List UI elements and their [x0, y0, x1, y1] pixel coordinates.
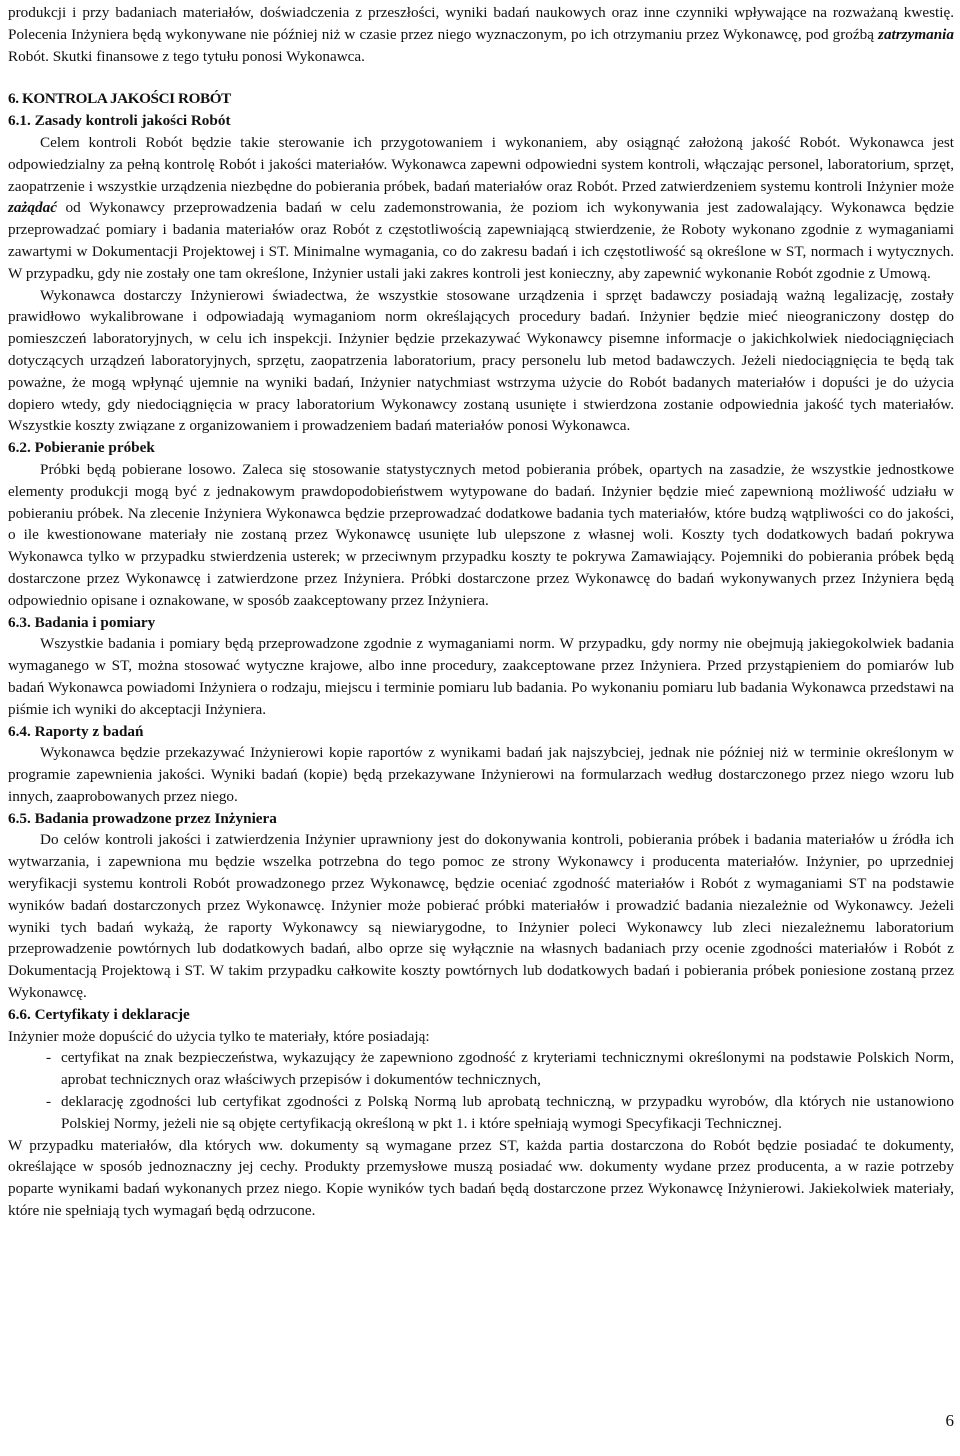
- s61-text-a: Celem kontroli Robót będzie takie sterowanie ich przygotowaniem i wykonaniem, aby osiągnąć założoną jakość Robót. Wykonawca jest odpowiedzialny za pełną kontrolę Robót i jakości materiałów. Wykonawca zapewni odpowiedni system kontroli, włączając personel, laboratorium, sprzęt, zaopatrzenie i wszystkie urządzenia niezbędne do pobierania próbek, badań materiałów oraz Robót. Przed zatwierdzeniem systemu kontroli Inżynier może: [8, 133, 954, 195]
- section-6-1-paragraph-1: [8, 132, 954, 285]
- s61-text-b: od Wykonawcy przeprowadzenia badań w celu zademonstrowania, że poziom ich wykonywania jest zadowalający. Wykonawca będzie przeprowadzać pomiary i badania materiałów oraz Robót z częstotliwością zapewniającą stwierdzenie, że Roboty wykonano zgodnie z wymaganiami zawartymi w Dokumentacji Projektowej i ST. Minimalne wymagania, co do zakresu badań i ich częstotliwość są określone w ST, normach i wytycznych. W przypadku, gdy nie zostały one tam określone, Inżynier ustali jaki zakres kontroli jest konieczny, aby zapewnić wykonanie Robót zgodnie z Umową.: [8, 199, 954, 282]
- list-item-text: certyfikat na znak bezpieczeństwa, wykazujący że zapewniono zgodność z kryteriami technicznymi określonymi na podstawie Polskich Norm, aprobat technicznych oraz właściwych przepisów i dokumentów technicznych,: [61, 1049, 954, 1089]
- intro-text-2: Robót. Skutki finansowe z tego tytułu ponosi Wykonawca.: [8, 47, 365, 65]
- intro-text-1: produkcji i przy badaniach materiałów, doświadczenia z przeszłości, wyniki badań naukowych oraz inne czynniki wpływające na rozważaną kwestię. Polecenia Inżyniera będą wykonywane nie później niż w czasie przez niego wyznaczonym, po ich otrzymaniu przez Wykonawcę, pod groźbą: [8, 4, 954, 43]
- section-6-3-paragraph-1: Wszystkie badania i pomiary będą przeprowadzone zgodnie z wymaganiami norm. W przypadku, gdy normy nie obejmują jakiegokolwiek badania wymaganego w ST, można stosować wytyczne krajowe, albo inne procedury, zaakceptowane przez Inżyniera. Przed przystąpieniem do pomiarów lub badań Wykonawca powiadomi Inżyniera o rodzaju, miejscu i terminie pomiaru lub badania. Po wykonaniu pomiaru lub badania Wykonawca przedstawi na piśmie ich wyniki do akceptacji Inżyniera.: [8, 635, 954, 718]
- section-6-2-paragraph-1: Próbki będą pobierane losowo. Zaleca się stosowanie statystycznych metod pobierania próbek, opartych na zasadzie, że wszystkie jednostkowe elementy produkcji mogą być z jednakowym prawdopodobieństwem wytypowane do badań. Inżynier będzie mieć zapewnioną możliwość udziału w pobieraniu próbek. Na zlecenie Inżyniera Wykonawca będzie przeprowadzać dodatkowe badania tych materiałów, które budzą wątpliwości co do jakości, o ile kwestionowane materiały nie zostaną przez Wykonawcę usunięte lub ulepszone z własnej woli. Koszty tych dodatkowych badań pokrywa Wykonawca tylko w przypadku stwierdzenia usterek; w przeciwnym przypadku koszty te pokrywa Zamawiający. Pojemniki do pobierania próbek będą dostarczone przez Wykonawcę i zatwierdzone przez Inżyniera. Próbki dostarczone przez Wykonawcę do badań wykonywanych przez Inżyniera będą odpowiednio opisane i oznakowane, w sposób zaakceptowany przez Inżyniera.: [8, 460, 954, 609]
- section-6-5-paragraph-1: Do celów kontroli jakości i zatwierdzenia Inżynier uprawniony jest do dokonywania kontroli, pobierania próbek i badania materiałów u źródła ich wytwarzania, i zapewniona mu będzie wszelka potrzebna do tego pomoc ze strony Wykonawcy i producenta materiałów. Inżynier, po uprzedniej weryfikacji systemu kontroli Robót prowadzonego przez Wykonawcę, będzie oceniać zgodność materiałów i Robót z wymaganiami ST na podstawie wyników badań dostarczonych przez Wykonawcę. Inżynier może pobierać próbki materiałów i prowadzić badania niezależnie od Wykonawcy. Jeżeli wyniki tych badań wykażą, że raporty Wykonawcy są niewiarygodne, to Inżynier poleci Wykonawcy lub zleci niezależnemu laboratorium przeprowadzenie powtórnych lub dodatkowych badań, albo oprze się wyłącznie na własnych badaniach przy ocenie zgodności materiałów i Robót z Dokumentacją Projektową i ST. W takim przypadku całkowite koszty powtórnych lub dodatkowych badań i pobierania próbek poniesione zostaną przez Wykonawcę.: [8, 831, 954, 1002]
- list-item: [8, 1047, 954, 1091]
- section-6-3-heading: 6.3. Badania i pomiary: [8, 613, 156, 631]
- section-6-4-heading: 6.4. Raporty z badań: [8, 722, 144, 740]
- section-6-6-lead: Inżynier może dopuścić do użycia tylko te materiały, które posiadają:: [8, 1027, 430, 1045]
- page-number: 6: [945, 1411, 954, 1430]
- section-6-6-heading: 6.6. Certyfikaty i deklaracje: [8, 1005, 190, 1023]
- list-item: [8, 1091, 954, 1135]
- section-6-6-paragraph-end: W przypadku materiałów, dla których ww. dokumenty są wymagane przez ST, każda partia dostarczona do Robót będzie posiadać te dokumenty, określające w sposób jednoznaczny jej cechy. Produkty przemysłowe muszą posiadać ww. dokumenty wydane przez producenta, a w razie potrzeby poparte wynikami badań wykonanych przez niego. Kopie wyników tych badań będą dostarczone przez Wykonawcę Inżynierowi. Jakiekolwiek materiały, które nie spełniają tych wymagań będą odrzucone.: [8, 1136, 954, 1220]
- section-6-5-heading: 6.5. Badania prowadzone przez Inżyniera: [8, 809, 277, 827]
- list-dash: -: [46, 1049, 52, 1067]
- section-6-2-heading: 6.2. Pobieranie próbek: [8, 439, 155, 457]
- section-6-4-paragraph-1: Wykonawca będzie przekazywać Inżynierowi kopie raportów z wynikami badań jak najszybciej, jednak nie później niż w terminie określonym w programie zapewnienia jakości. Wyniki badań (kopie) będą przekazywane Inżynierowi na formularzach według dostarczonego przez niego wzoru lub innych, zaaprobowanych przez niego.: [8, 744, 954, 805]
- list-dash: -: [46, 1093, 52, 1111]
- section-6-1-heading: 6.1. Zasady kontroli jakości Robót: [8, 112, 231, 130]
- document-page: [8, 0, 954, 1222]
- intro-emphasis: zatrzymania: [878, 25, 954, 43]
- chapter-heading: 6. KONTROLA JAKOŚCI ROBÓT: [8, 90, 231, 108]
- certificate-list: [8, 1047, 954, 1134]
- list-item-text: deklarację zgodności lub certyfikat zgodności z Polską Normą lub aprobatą techniczną, w przypadku wyrobów, dla których nie ustanowiono Polskiej Normy, jeżeli nie są objęte certyfikacją określoną w pkt 1. i które spełniają wymogi Specyfikacji Technicznej.: [61, 1093, 954, 1132]
- s61-emphasis: zażądać: [8, 199, 57, 217]
- section-6-1-paragraph-2: Wykonawca dostarczy Inżynierowi świadectwa, że wszystkie stosowane urządzenia i sprzęt badawczy posiadają ważną legalizację, zostały prawidłowo wykalibrowane i odpowiadają wymaganiom norm określających procedury badań. Inżynier będzie mieć nieograniczony dostęp do pomieszczeń laboratoryjnych, w celu ich inspekcji. Inżynier będzie przekazywać Wykonawcy pisemne informacje o jakichkolwiek niedociągnięciach dotyczących urządzeń laboratoryjnych, sprzętu, zaopatrzenia laboratorium, pracy personelu lub metod badawczych. Jeżeli niedociągnięcia te będą tak poważne, że mogą wpłynąć ujemnie na wyniki badań, Inżynier natychmiast wstrzyma użycie do Robót badanych materiałów i dopuści je do użycia dopiero wtedy, gdy niedociągnięcia w pracy laboratorium Wykonawcy zostaną usunięte i stwierdzona zostanie odpowiednia jakość tych materiałów. Wszystkie koszty związane z organizowaniem i prowadzeniem badań materiałów ponosi Wykonawca.: [8, 286, 954, 435]
- intro-paragraph: [8, 2, 954, 67]
